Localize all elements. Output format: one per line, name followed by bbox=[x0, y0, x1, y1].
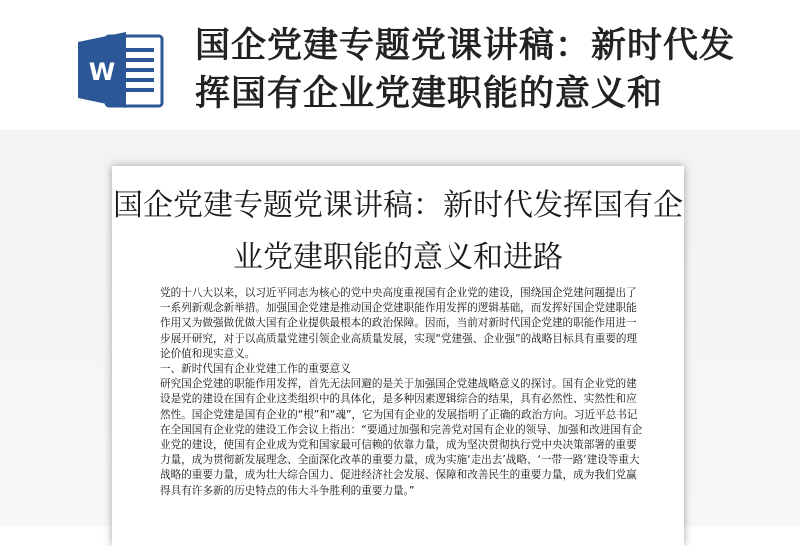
svg-text:W: W bbox=[88, 58, 116, 86]
paragraph: 党的十八大以来，以习近平同志为核心的党中央高度重视国有企业党的建设，围绕国企党建问题提出了一系列新观念新举措。加强国企党建是推动国企党建职能作用发挥的逻辑基础，而发挥好国企党建职能作用又为做强做优做大国有企业提供最根本的政治保障。因而，当前对新时代国企党建的职能作用进一步展开研究，对于以高质量党建引领企业高质量发展，实现“党建强、企业强”的战略目标具有重要的理论价值和现实意义。 bbox=[160, 287, 638, 360]
section-heading: 一、新时代国有企业党建工作的重要意义 bbox=[160, 363, 351, 376]
header-title: 国企党建专题党课讲稿：新时代发挥国有企业党建职能的意义和 bbox=[195, 26, 736, 114]
paragraph: 研究国企党建的职能作用发挥，首先无法回避的是关于加强国企党建战略意义的探讨。国有企业党的建设是党的建设在国有企业这类组织中的具体化，是多种因素逻辑综合的结果，具有必然性、实然性和应然性。国企党建是国有企业的“根”和“魂”，它为国有企业的发展指明了正确的政治方向。习近平总书记在全国国有企业党的建设工作会议上指出：“要通过加强和完善党对国有企业的领导、加强和改进国有企业党的建设，使国有企业成为党和国家最可信赖的依靠力量，成为坚决贯彻执行党中央决策部署的重要力量，成为贯彻新发展理念、全面深化改革的重要力量，成为实施‘走出去’战略、‘一带一路’建设等重大战略的重要力量，成为壮大综合国力、促进经济社会发展、保障和改善民生的重要力量，成为我们党赢得具有许多新的历史特点的伟大斗争胜利的重要力量。” bbox=[160, 378, 643, 497]
document-title: 国企党建专题党课讲稿：新时代发挥国有企业党建职能的意义和进路 bbox=[113, 188, 683, 275]
document-page bbox=[112, 166, 684, 546]
word-document-icon bbox=[76, 30, 166, 110]
document-body bbox=[160, 286, 644, 499]
header bbox=[0, 0, 800, 130]
